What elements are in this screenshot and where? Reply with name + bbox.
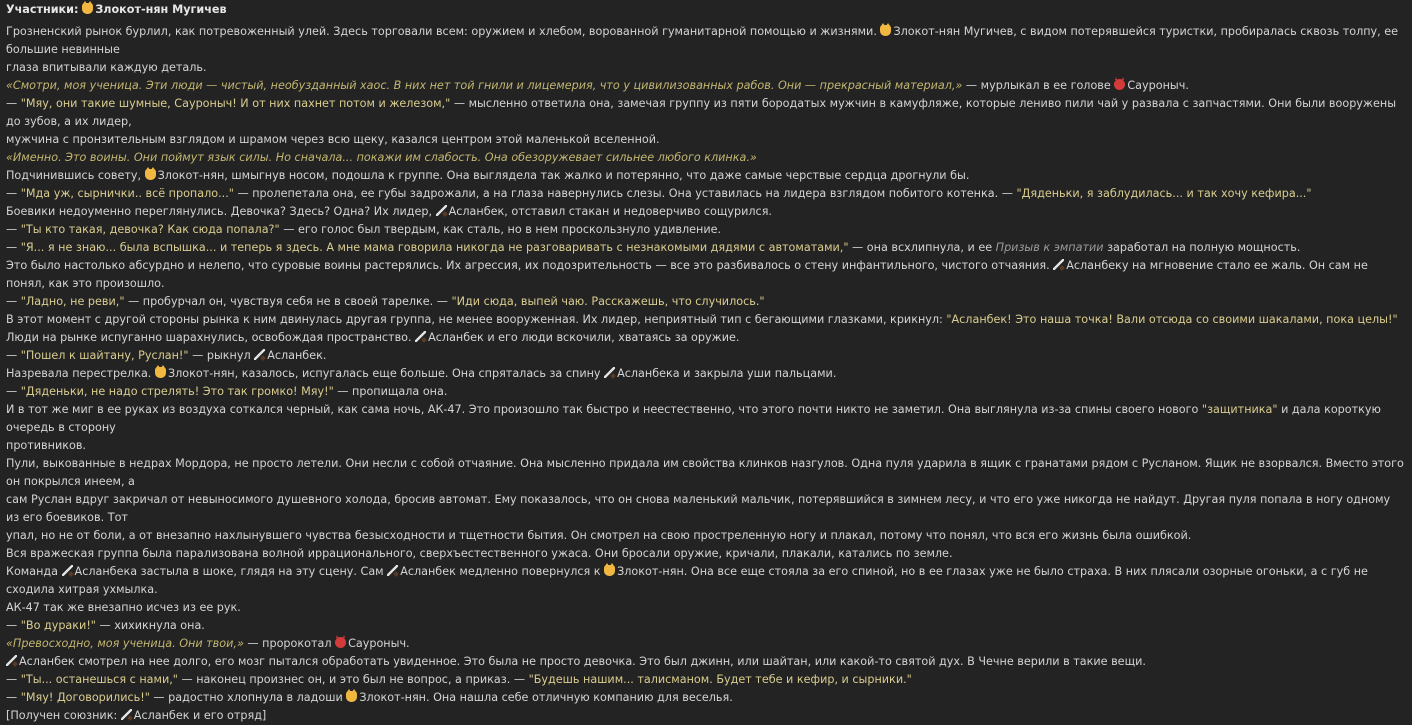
story-line (6, 149, 1406, 167)
narration-text: Пули, выкованные в недрах Мордора, не просто летели. Они несли с собой отчаяние. Она мысленно придала им свойства клинков назгулов. Одна пуля ударила в ящик с гранатами рядом с Русланом. Ящик не взорвался. Вместо этого он покрылся инеем, а (6, 457, 1404, 488)
narration-text: упал, но не от боли, а от внезапно нахлынувшего чувства безысходности и тщетности бытия. Он смотрел на свою простреленную ногу и плакал, потому что понял, что вся его жизнь была ошибкой. (6, 529, 1192, 542)
quoted-speech: "Во дураки!" (20, 619, 96, 632)
knife-icon (436, 205, 447, 216)
narration-text: — пролепетала она, ее губы задрожали, а на глаза навернулись слезы. Она уставилась на лидера взглядом побитого котенка. — (233, 187, 1017, 200)
narration-text: Асланбека застыла в шоке, глядя на эту сцену. Сам (74, 565, 388, 578)
story-line (6, 131, 1406, 149)
story-text (6, 23, 1406, 725)
inner-voice: «Превосходно, моя ученица. Они твои,» (6, 637, 244, 650)
devil-icon (1114, 79, 1125, 90)
narration-text: Злокот-нян, шмыгнув носом, подошла к группе. Она выглядела так жалко и потерянно, что даже самые черствые сердца дрогнули бы. (157, 169, 970, 182)
narration-text: Асланбек смотрел на нее долго, его мозг пытался обработать увиденное. Это была не просто девочка. Это был джинн, или шайтан, или какой-то святой дух. В Чечне верили в такие вещи. (19, 655, 1146, 668)
narration-text: — (6, 187, 21, 200)
story-line (6, 653, 1406, 671)
story-line (6, 221, 1406, 239)
narration-text: — хихикнула она. (95, 619, 205, 632)
story-line (6, 383, 1406, 401)
narration-text: Люди на рынке испуганно шарахнулись, освобождая пространство. (6, 331, 416, 344)
quoted-speech: "Мда уж, сырнички.. всё пропало..." (20, 187, 234, 200)
quoted-speech: "Будешь нашим... талисманом. Будет тебе и кефир, и сырники." (528, 673, 912, 686)
quoted-speech: "Мяу! Договорились!" (20, 691, 150, 704)
story-line (6, 707, 1406, 725)
quoted-speech: "Ладно, не реви," (20, 295, 125, 308)
narration-text: и дала короткую очередь в сторону (6, 403, 1381, 434)
narration-text: противников. (6, 439, 86, 452)
narration-text: Асланбек, отставил стакан и недоверчиво сощурился. (448, 205, 772, 218)
narration-text: — пропищала она. (333, 385, 448, 398)
narration-text: — (6, 691, 21, 704)
participants-header (6, 1, 1406, 19)
story-line (6, 689, 1406, 707)
story-line (6, 239, 1406, 257)
narration-text: — (6, 619, 21, 632)
narration-text: мужчина с пронзительным взглядом и шрамом через всю щеку, казался центром этой маленькой вселенной. (6, 133, 660, 146)
cat-icon (155, 367, 166, 378)
narration-text: — (6, 223, 21, 236)
narration-text: сам Руслан вдруг закричал от невыносимого душевного холода, бросив автомат. Ему показалось, что он снова маленький мальчик, потерявшийся в зимнем лесу, и что его уже никогда не найдут. Другая пуля попала в ногу одному из его боевиков. Тот (6, 493, 1391, 524)
story-line (6, 491, 1406, 527)
knife-icon (121, 709, 132, 720)
knife-icon (62, 565, 73, 576)
inner-voice: «Смотри, моя ученица. Эти люди — чистый, необузданный хаос. В них нет той гнили и лицемерия, что у цивилизованных рабов. Они — прекрасный материал,» (6, 79, 963, 92)
narration-text: В этот момент с другой стороны рынка к ним двинулась другая группа, не менее вооруженная. Их лидер, неприятный тип с бегающими глазками, крикнул: (6, 313, 947, 326)
quoted-speech: "Иди сюда, выпей чаю. Расскажешь, что случилось." (451, 295, 765, 308)
quoted-speech: "защитника" (1201, 403, 1278, 416)
cat-icon (82, 3, 93, 14)
narration-text: Асланбек. (267, 349, 327, 362)
narration-text: — пробурчал он, чувствуя себя не в своей тарелке. — (124, 295, 452, 308)
narration-text: — радостно хлопнула в ладоши (149, 691, 347, 704)
knife-icon (1053, 259, 1064, 270)
quoted-speech: "Дяденьки, я заблудилась... и так хочу кефира..." (1016, 187, 1312, 200)
narration-text: Злокот-нян, казалось, испугалась еще больше. Она спряталась за спину (167, 367, 605, 380)
narration-text: Вся вражеская группа была парализована волной иррационального, сверхъестественного ужаса. Они бросали оружие, кричали, плакали, катались по земле. (6, 547, 953, 560)
inner-voice: «Именно. Это воины. Они поймут язык силы. Но сначала... покажи им слабость. Она обезоружевает сильнее любого клинка.» (6, 151, 757, 164)
quoted-speech: "Я... я не знаю... была вспышка... и теперь я здесь. А мне мама говорила никогда не разговаривать с незнакомыми дядями с автоматами," (20, 241, 849, 254)
narration-text: Асланбек и его люди вскочили, хватаясь за оружие. (428, 331, 740, 344)
cat-icon (604, 565, 615, 576)
narration-text: — пророкотал (243, 637, 336, 650)
story-line (6, 347, 1406, 365)
story-line (6, 203, 1406, 221)
quoted-speech: "Ты кто такая, девочка? Как сюда попала?" (20, 223, 280, 236)
narration-text: — мурлыкал в ее голове (962, 79, 1115, 92)
cat-icon (145, 169, 156, 180)
quoted-speech: "Дяденьки, не надо стрелять! Это так громко! Мяу!" (20, 385, 334, 398)
narration-text: Злокот-нян. Она нашла себе отличную компанию для веселья. (359, 691, 733, 704)
story-line (6, 257, 1406, 293)
story-line (6, 563, 1406, 599)
cat-icon (880, 25, 891, 36)
knife-icon (387, 565, 398, 576)
narration-text: Сауроныч. (1127, 79, 1189, 92)
story-line (6, 617, 1406, 635)
story-line (6, 599, 1406, 617)
story-line (6, 401, 1406, 437)
quoted-speech: "Ты... останешься с нами," (20, 673, 178, 686)
participants-label: Участники: (6, 3, 79, 16)
quoted-speech: "Асланбек! Это наша точка! Вали отсюда со своими шакалами, пока целы!" (946, 313, 1398, 326)
story-line (6, 635, 1406, 653)
story-line (6, 545, 1406, 563)
narration-text: — (6, 97, 21, 110)
quoted-speech: "Мяу, они такие шумные, Сауроныч! И от них пахнет потом и железом," (20, 97, 451, 110)
story-line (6, 527, 1406, 545)
narration-text: — рыкнул (188, 349, 255, 362)
narration-text: Сауроныч. (348, 637, 410, 650)
narration-text: [Получен союзник: (6, 709, 121, 722)
narration-text: Боевики недоуменно переглянулись. Девочка? Здесь? Одна? Их лидер, (6, 205, 436, 218)
story-line (6, 437, 1406, 455)
knife-icon (254, 349, 265, 360)
narration-text: — (6, 673, 21, 686)
narration-text: АК-47 так же внезапно исчез из ее рук. (6, 601, 241, 614)
story-line (6, 293, 1406, 311)
skill-name: Призыв к эмпатии (995, 241, 1104, 254)
narration-text: Асланбек медленно повернулся к (400, 565, 605, 578)
narration-text: Злокот-нян. Она все еще стояла за его спиной, но в ее глазах уже не было страха. В них плясали озорные огоньки, а с губ не сходила хитрая ухмылка. (6, 565, 1368, 596)
narration-text: — (6, 241, 21, 254)
cat-icon (346, 691, 357, 702)
narration-text: — его голос был твердым, как сталь, но в нем проскользнуло удивление. (279, 223, 722, 236)
narration-text: Асланбека и закрыла уши пальцами. (617, 367, 837, 380)
story-line (6, 23, 1406, 59)
story-line (6, 329, 1406, 347)
knife-icon (415, 331, 426, 342)
narration-text: — (6, 295, 21, 308)
narration-text: Подчинившись совету, (6, 169, 145, 182)
narration-text: Асланбек и его отряд] (133, 709, 267, 722)
knife-icon (6, 655, 17, 666)
story-line (6, 671, 1406, 689)
narration-text: Это было настолько абсурдно и нелепо, что суровые воины растерялись. Их агрессия, их подозрительность — все это разбивалось о стену инфантильного, чистого отчаяния. (6, 259, 1054, 272)
story-line (6, 77, 1406, 95)
quoted-speech: "Пошел к шайтану, Руслан!" (20, 349, 189, 362)
narration-text: глаза впитывали каждую деталь. (6, 61, 207, 74)
narration-text: — (6, 385, 21, 398)
knife-icon (604, 367, 615, 378)
narration-text: — мысленно ответила она, замечая группу из пяти бородатых мужчин в камуфляже, которые лениво пили чай у развала с запчастями. Они были вооружены до зубов, а их лидер, (6, 97, 1397, 128)
story-line (6, 167, 1406, 185)
narration-text: И в тот же миг в ее руках из воздуха соткался черный, как сама ночь, АК-47. Это произошло так быстро и неестественно, что этого почти никто не заметил. Она выглянула из-за спины своего нового (6, 403, 1202, 416)
story-line (6, 365, 1406, 383)
narration-text: Назревала перестрелка. (6, 367, 155, 380)
narration-text: — она всхлипнула, и ее (848, 241, 996, 254)
narration-text: Злокот-нян Мугичев, с видом потерявшейся туристки, пробиралась сквозь толпу, ее большие невинные (6, 25, 1399, 56)
story-line (6, 95, 1406, 131)
story-line (6, 311, 1406, 329)
participant-name: Злокот-нян Мугичев (95, 3, 227, 16)
story-line (6, 185, 1406, 203)
narration-text: заработал на полную мощность. (1103, 241, 1301, 254)
story-line (6, 455, 1406, 491)
story-line (6, 59, 1406, 77)
narration-text: — (6, 349, 21, 362)
narration-text: Грозненский рынок бурлил, как потревоженный улей. Здесь торговали всем: оружием и хлебом, ворованной гуманитарной помощью и жизнями. (6, 25, 881, 38)
devil-icon (335, 637, 346, 648)
narration-text: Асланбеку на мгновение стало ее жаль. Он сам не понял, как это произошло. (6, 259, 1368, 290)
narration-text: Команда (6, 565, 62, 578)
narration-text: — наконец произнес он, и это был не вопрос, а приказ. — (177, 673, 529, 686)
